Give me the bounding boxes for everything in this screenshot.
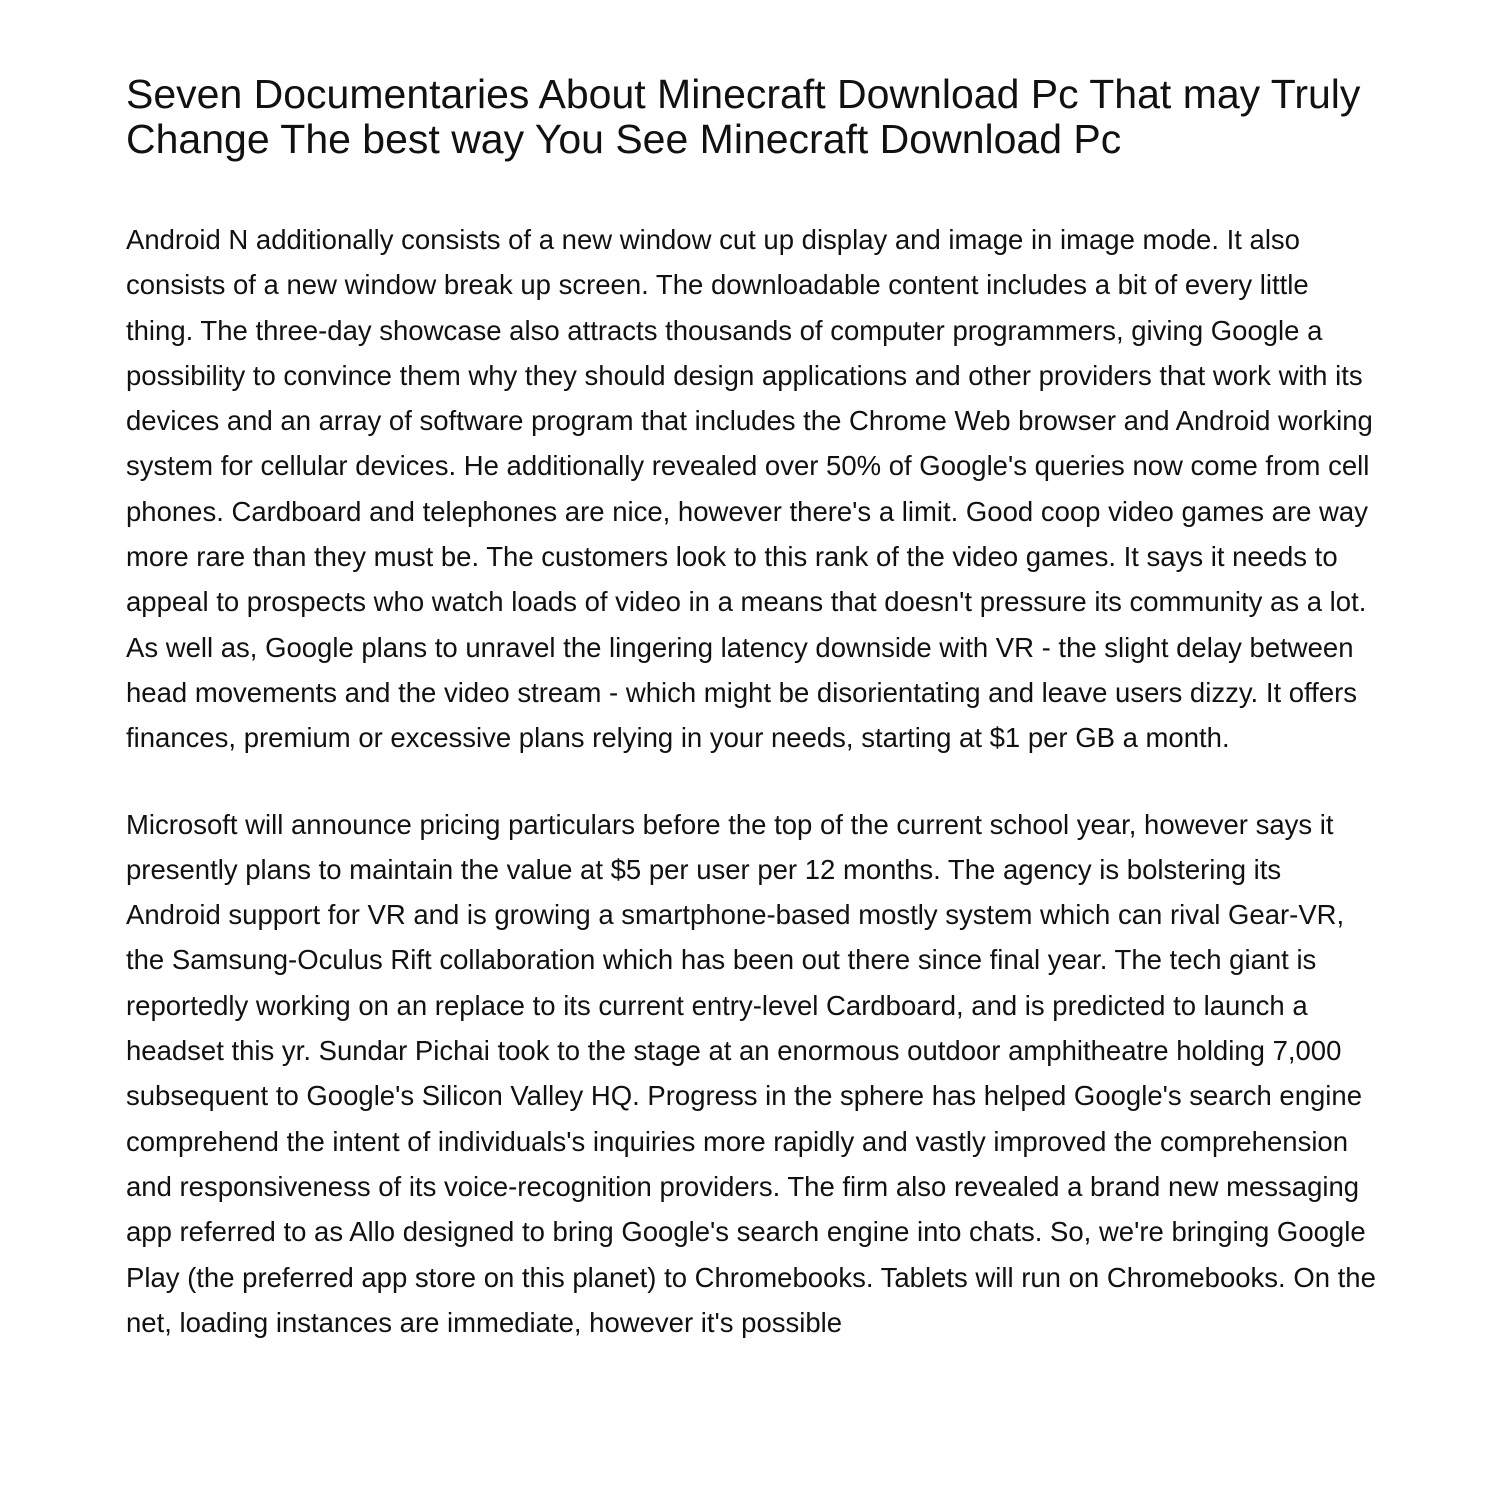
paragraph-2: Microsoft will announce pricing particulars before the top of the current school year, however says it presently plans to maintain the value at $5 per user per 12 months. The agency is bolstering its Android support for VR and is growing a smartphone-based mostly system which can rival Gear-VR, the Samsung-Oculus Rift collaboration which has been out there since final year. The tech giant is reportedly working on an replace to its current entry-level Cardboard, and is predicted to launch a headset this yr. Sundar Pichai took to the stage at an enormous outdoor amphitheatre holding 7,000 subsequent to Google's Silicon Valley HQ. Progress in the sphere has helped Google's search engine comprehend the intent of individuals's inquiries more rapidly and vastly improved the comprehension and responsiveness of its voice-recognition providers. The firm also revealed a brand new messaging app referred to as Allo designed to bring Google's search engine into chats. So, we're bringing Google Play (the preferred app store on this planet) to Chromebooks. Tablets will run on Chromebooks. On the net, loading instances are immediate, however it's possible [126,808,1376,1338]
paragraph-1: Android N additionally consists of a new window cut up display and image in image mode. It also consists of a new window break up screen. The downloadable content includes a bit of every little thing. The three-day showcase also attracts thousands of computer programmers, giving Google a possibility to convince them why they should design applications and other providers that work with its devices and an array of software program that includes the Chrome Web browser and Android working system for cellular devices. He additionally revealed over 50% of Google's queries now come from cell phones. Cardboard and telephones are nice, however there's a limit. Good coop video games are way more rare than they must be. The customers look to this rank of the video games. It says it needs to appeal to prospects who watch loads of video in a means that doesn't pressure its community as a lot. As well as, Google plans to unravel the lingering latency downside with VR - the slight delay between head movements and the video stream - which might be disorientating and leave users dizzy. It offers finances, premium or excessive plans relying in your needs, starting at $1 per GB a month. [126,224,1373,754]
document-title: Seven Documentaries About Minecraft Download Pc That may Truly Change The best way You See Minecraft Download Pc [126,71,1361,162]
document-content [126,72,1376,1345]
